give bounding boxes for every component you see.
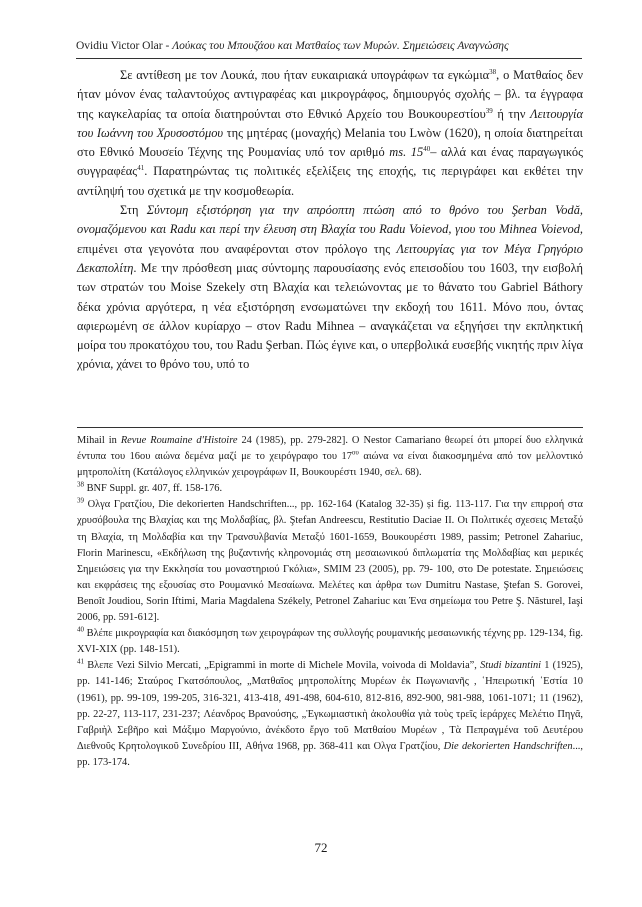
italic-title: Studi bizantini: [480, 660, 542, 672]
text-run: Mihail in: [77, 435, 121, 446]
italic-title: Σύντομη εξιστόρηση για την απρόοπτη πτώση από το θρόνο του Şerban Vodă, ονομαζόμενου και Radu και περί την έλευση στη Βλαχία του Radu Voievod, γιου του Mihnea Voievod,: [77, 203, 583, 237]
footnote-ref-39: 39: [485, 106, 493, 115]
header-author: Ovidiu Victor Olar -: [76, 40, 173, 52]
text-run: Στη: [120, 203, 147, 218]
text-run: Σε αντίθεση με τον Λουκά, που ήταν ευκαιριακά υπογράφων τα εγκώμια: [120, 68, 490, 82]
text-run: – αλλά και ένας παραγωγικός συγγραφέας: [77, 145, 584, 179]
text-run: Βλέπε μικρογραφία και διακόσμηση των χειρογράφων της συλλογής ρουμανικής μεσαιωνικής τέχνης pp. 129-134, fig. XVI-XIX (pp. 148-151).: [77, 628, 583, 656]
footnote-number: 41: [77, 657, 84, 666]
text-run: BNF Suppl. gr. 407, ff. 158-176.: [84, 483, 223, 495]
text-run: επιμένει στα γεγονότα που αναφέρονται στον πρόλογο της: [77, 241, 397, 256]
footnote-ref-41: 41: [137, 164, 145, 173]
text-run: . Παρατηρώντας τις πολιτικές εξελίξεις της εποχής, τις περιγράφει και εκθέτει την αντίληψή του σχετικά με την κοσμοθεωρία.: [77, 164, 583, 198]
header-title: Λούκας του Μπουζάου και Ματθαίος των Μυρών. Σημειώσεις Αναγνώσης: [172, 40, 509, 52]
text-run: Βλεπε Vezi Silvio Mercati, „Epigrammi in morte di Michele Movila, voivoda di Moldavia”,: [84, 660, 481, 672]
italic-title: Λειτουργίας για τον Μέγα Γρηγόριο Δεκαπολίτη: [77, 241, 583, 275]
text-run: , ο Ματθαίος δεν ήταν μόνον ένας ταλαντούχος αντιγραφέας και μικρογράφος, δημιουργός σχολής – βλ. τα έγγραφα της καγκελαρίας τα οποία διατηρούνται στο Εθνικό Αρχείο του Βουκουρεστίου: [77, 68, 583, 121]
text-run: 24 (1985), pp. 279-282]. Ο Nestor Camariano θεωρεί ότι μπορεί δυο ελληνικά έντυπα του 16ου αιώνα δεμένα μαζί με το χειρόγραφο του 17: [77, 435, 583, 463]
footnote-number: 40: [77, 625, 84, 634]
footnote-continuation: [77, 433, 583, 481]
running-header: [76, 40, 576, 52]
paragraph-2: [77, 201, 583, 375]
main-text: [77, 66, 583, 375]
text-run: αιώνα να είναι διακοσμημένα από τον μελλοντικό μητροπολίτη (Κατάλογος ελληνικών χειρογράφων II, Βουκουρέστι 1940, σελ. 68).: [77, 451, 583, 479]
footnote-number: 38: [77, 480, 84, 489]
italic-title: Die dekorierten Handschriften: [443, 740, 573, 752]
footnotes: [77, 433, 583, 771]
italic-title: Λειτουργία του Ιωάννη του Χρυσοστόμου: [77, 106, 583, 140]
header-divider: [76, 58, 582, 59]
footnote-ref-38: 38: [489, 67, 497, 76]
footnote-divider: [77, 427, 583, 428]
italic-shelfmark: ms. 15: [389, 145, 424, 160]
page-number: 72: [314, 840, 328, 855]
footnote-ref-40: 40: [423, 145, 431, 154]
footnote-40: [77, 626, 583, 658]
text-run: ..., pp. 173-174.: [77, 740, 583, 768]
footnote-39: [77, 497, 583, 626]
text-run: . Με την πρόσθεση μιας σύντομης παρουσίασης ενός επεισοδίου του 1603, την εισβολή των στρατών του Moise Szekely στη Βλαχία και τελειώνοντας με το θάνατο του Gabriel Báthory δέκα χρόνια αργότερα, η νέα εξιστόρηση ενσωματώνει την εκδοχή του 1611. Μόνο που, όντας αφιερωμένη σε άλλον κυρίαρχο – στον Radu Mihnea – αναγκάζεται να εξηγήσει την εκπληκτική μοίρα του προκατόχου του, του Radu Şerban. Πώς έγινε και, ο υπερβολικά ευσεβής νικητής πριν λίγα χρόνια, χάνει το θρόνο του, υπό το: [77, 260, 583, 372]
text-run: 1 (1925), pp. 141-146; Σταύρος Γκατσόπουλος, „Ματθαῖος μητροπολίτης Μυρέων ἐκ Πωγωνιανῆς , ῾Ηπειρωτική ῾Εστία 10 (1961), pp. 99-109, 199-205, 316-321, 413-418, 491-498, 604-610, 812-816, 892-900, 981-988, 1061-1071; 11 (1962), pp. 22-27, 113-117, 231-237; Λέανδρος Βρανούσης, „Ἐγκωμιαστικὴ ἀκολουθία γιὰ τοὺς τρεῖς ἱεράρχες Μελέτιο Πηγᾶ, Γαβριὴλ Σεβῆρο καὶ Μάξιμο Μαργούνιο, ἀνέκδοτο ἔργο τοῦ Ματθαίου Μυρέων , Τὰ Πεπραγμένα τοῦ Δευτέρου Διεθνοῦς Κρητολογικοῦ Συνεδρίου III, Αθήνα 1968, pp. 368-411 και Ολγα Γρατζίου,: [77, 660, 583, 752]
footnote-41: [77, 658, 583, 771]
superscript: ου: [351, 448, 359, 457]
text-run: της μητέρας (μοναχής) Melania του Lwòw (1620), η οποία διατηρείται στο Εθνικό Μουσείο Τέχνης της Ρουμανίας υπό τον αριθμό: [77, 125, 583, 160]
text-run: ή την: [492, 106, 531, 121]
footnote-number: 39: [77, 496, 84, 505]
italic-title: Revue Roumaine d'Histoire: [120, 435, 238, 446]
footnote-38: [77, 481, 583, 497]
paragraph-1: [77, 66, 583, 201]
text-run: Ολγα Γρατζίου, Die dekorierten Handschriften..., pp. 162-164 (Katalog 32-35) și fig. 113-117. Για την επιρροή στα χρυσόβουλα της Βλαχίας και της Μολδαβίας, βλ. Ştefan Andreescu, Restitutio Daciae II. Οι Πολιτικές σχεσεις Μεταξύ τη Βλαχία, τη Μολδαβία και την Τρανσυλβανία Μεταξύ 1601-1659, Βουκουρέστι 1989, passim; Petronel Zahariuc, Florin Marinescu, «Εκδήλωση της βυζαντινής κληρονομιάς στη μεσαιωνικού διπλωματία της Μολδαβίας και μερικές Σημειώσεις για την Εκκλησία του μοναστηριού Γκόλια», SMIM 23 (2005), pp. 79- 100, στο De potestate. Σημειώσεις και εκφράσεις της εξουσίας στο Ρουμανικό Μεσαίωνα. Μελέτες και άρθρα των Dumitru Nastase, Ştefan S. Gorovei, Benoît Joudiou, Sorin Iftimi, Maria Magdalena Székely, Petronel Zahariuc και Ένα σημείωμα του Petre Ş. Năsturel, Iaşi 2006, pp. 591-612].: [77, 499, 583, 624]
